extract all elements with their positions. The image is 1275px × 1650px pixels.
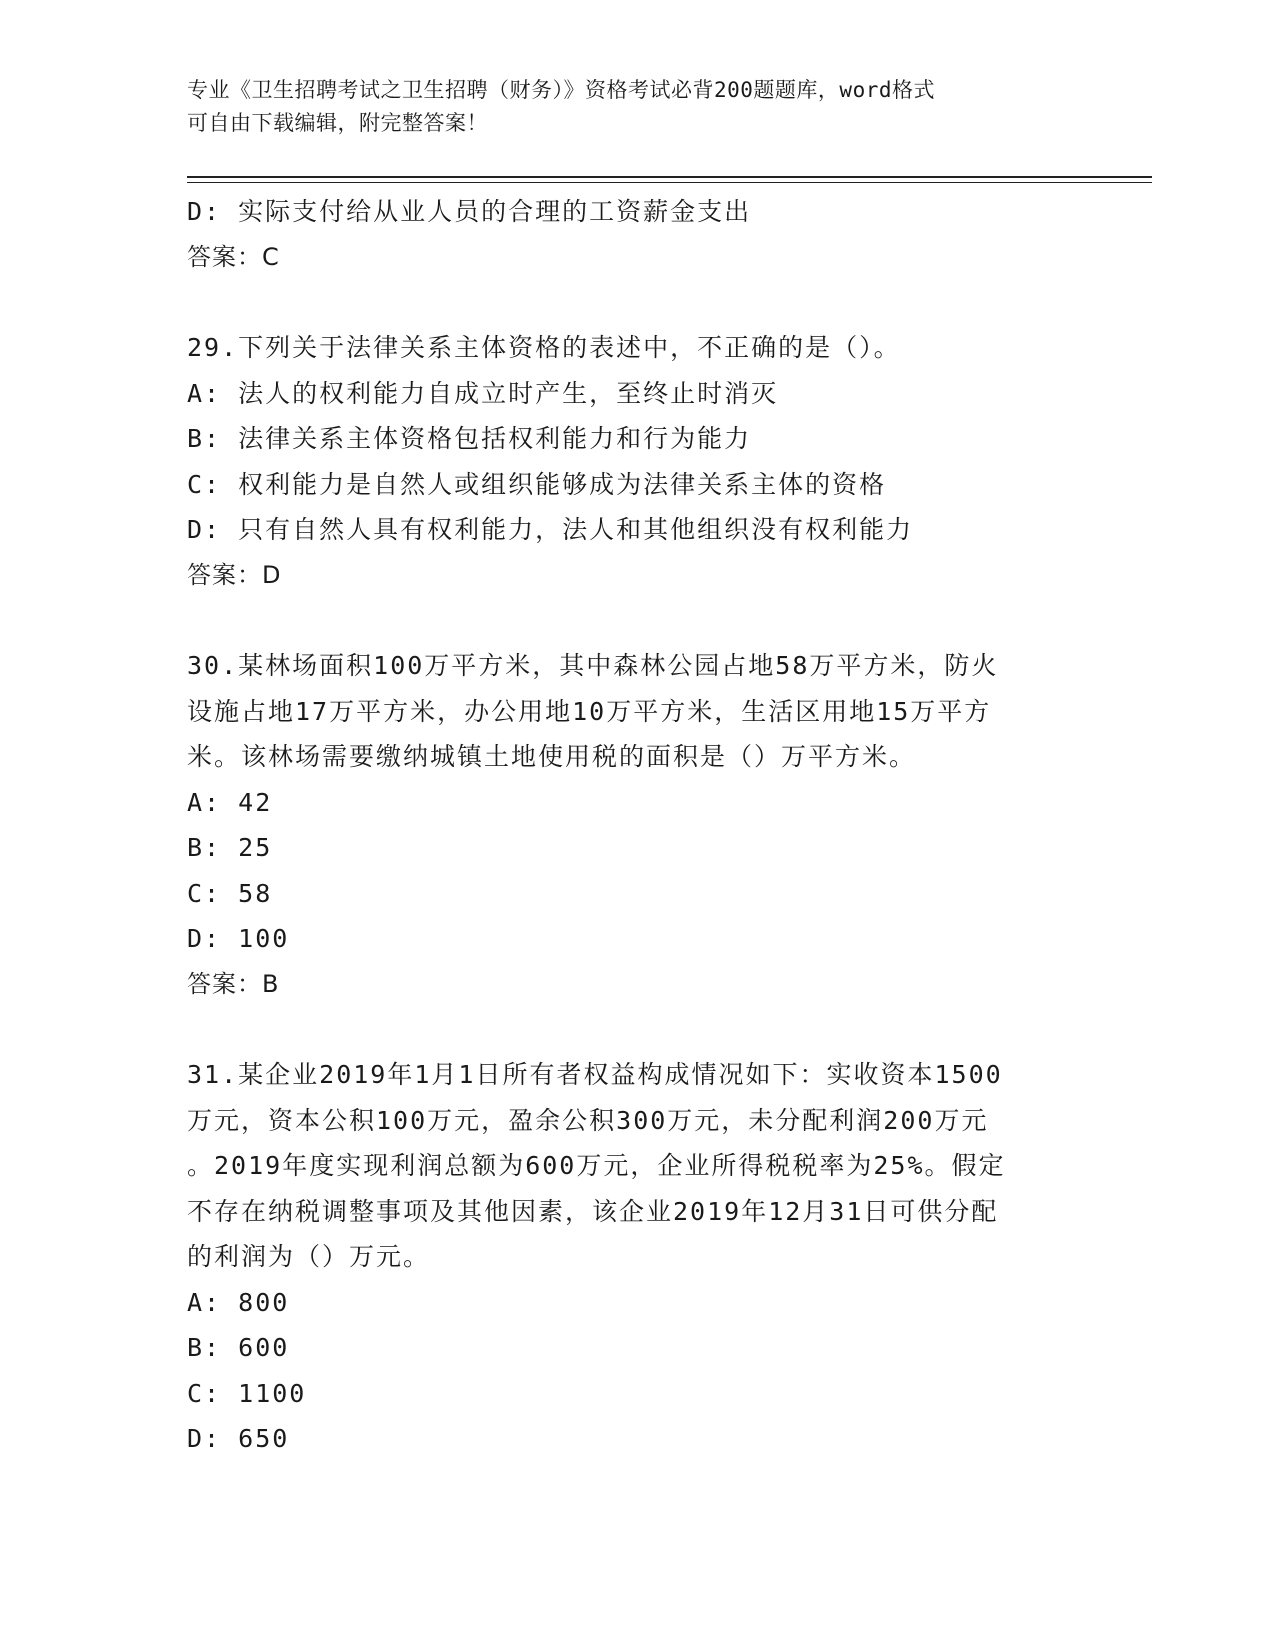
header-line-1: 专业《卫生招聘考试之卫生招聘（财务）》资格考试必背200题题库，word格式: [187, 78, 935, 102]
spacer: [187, 1007, 1087, 1052]
question-list: [187, 189, 1087, 1462]
page-header: [187, 74, 1067, 140]
answer-line: 答案：C: [187, 242, 280, 271]
header-divider-thin: [187, 182, 1152, 183]
question-29: [187, 325, 1087, 598]
option-b: B: 25: [187, 833, 273, 862]
option-a: A: 800: [187, 1287, 290, 1317]
header-divider-thick: [187, 176, 1152, 178]
option-a: A: 法人的权利能力自成立时产生，至终止时消灭: [187, 378, 779, 408]
question-28-tail: [187, 189, 1087, 280]
answer-line: 答案：B: [187, 969, 280, 998]
question-stem-line: 万元，资本公积100万元，盈余公积300万元，未分配利润200万元: [187, 1105, 989, 1135]
question-stem-line: 。2019年度实现利润总额为600万元，企业所得税税率为25%。假定: [187, 1151, 1006, 1180]
spacer: [187, 280, 1087, 325]
question-31: [187, 1052, 1087, 1462]
option-d: D: 实际支付给从业人员的合理的工资薪金支出: [187, 197, 752, 226]
header-line-2: 可自由下载编辑，附完整答案！: [187, 111, 488, 135]
question-stem: 29.下列关于法律关系主体资格的表述中，不正确的是（）。: [187, 333, 901, 362]
option-d: D: 650: [187, 1424, 290, 1453]
question-stem-line: 设施占地17万平方米，办公用地10万平方米，生活区用地15万平方: [187, 696, 992, 726]
question-stem-line: 的利润为（）万元。: [187, 1242, 431, 1271]
option-d: D: 100: [187, 924, 290, 953]
question-30: [187, 643, 1087, 1007]
answer-line: 答案：D: [187, 560, 282, 589]
option-c: C: 1100: [187, 1378, 307, 1408]
spacer: [187, 598, 1087, 643]
question-stem-line: 米。该林场需要缴纳城镇土地使用税的面积是（）万平方米。: [187, 742, 917, 771]
option-c: C: 权利能力是自然人或组织能够成为法律关系主体的资格: [187, 469, 887, 499]
option-b: B: 600: [187, 1333, 290, 1362]
option-b: B: 法律关系主体资格包括权利能力和行为能力: [187, 424, 752, 453]
option-a: A: 42: [187, 787, 273, 817]
question-stem-line: 31.某企业2019年1月1日所有者权益构成情况如下：实收资本1500: [187, 1060, 1003, 1089]
option-d: D: 只有自然人具有权利能力，法人和其他组织没有权利能力: [187, 515, 914, 544]
question-stem-line: 30.某林场面积100万平方米，其中森林公园占地58万平方米，防火: [187, 651, 999, 680]
option-c: C: 58: [187, 878, 273, 908]
question-stem-line: 不存在纳税调整事项及其他因素，该企业2019年12月31日可供分配: [187, 1196, 999, 1226]
